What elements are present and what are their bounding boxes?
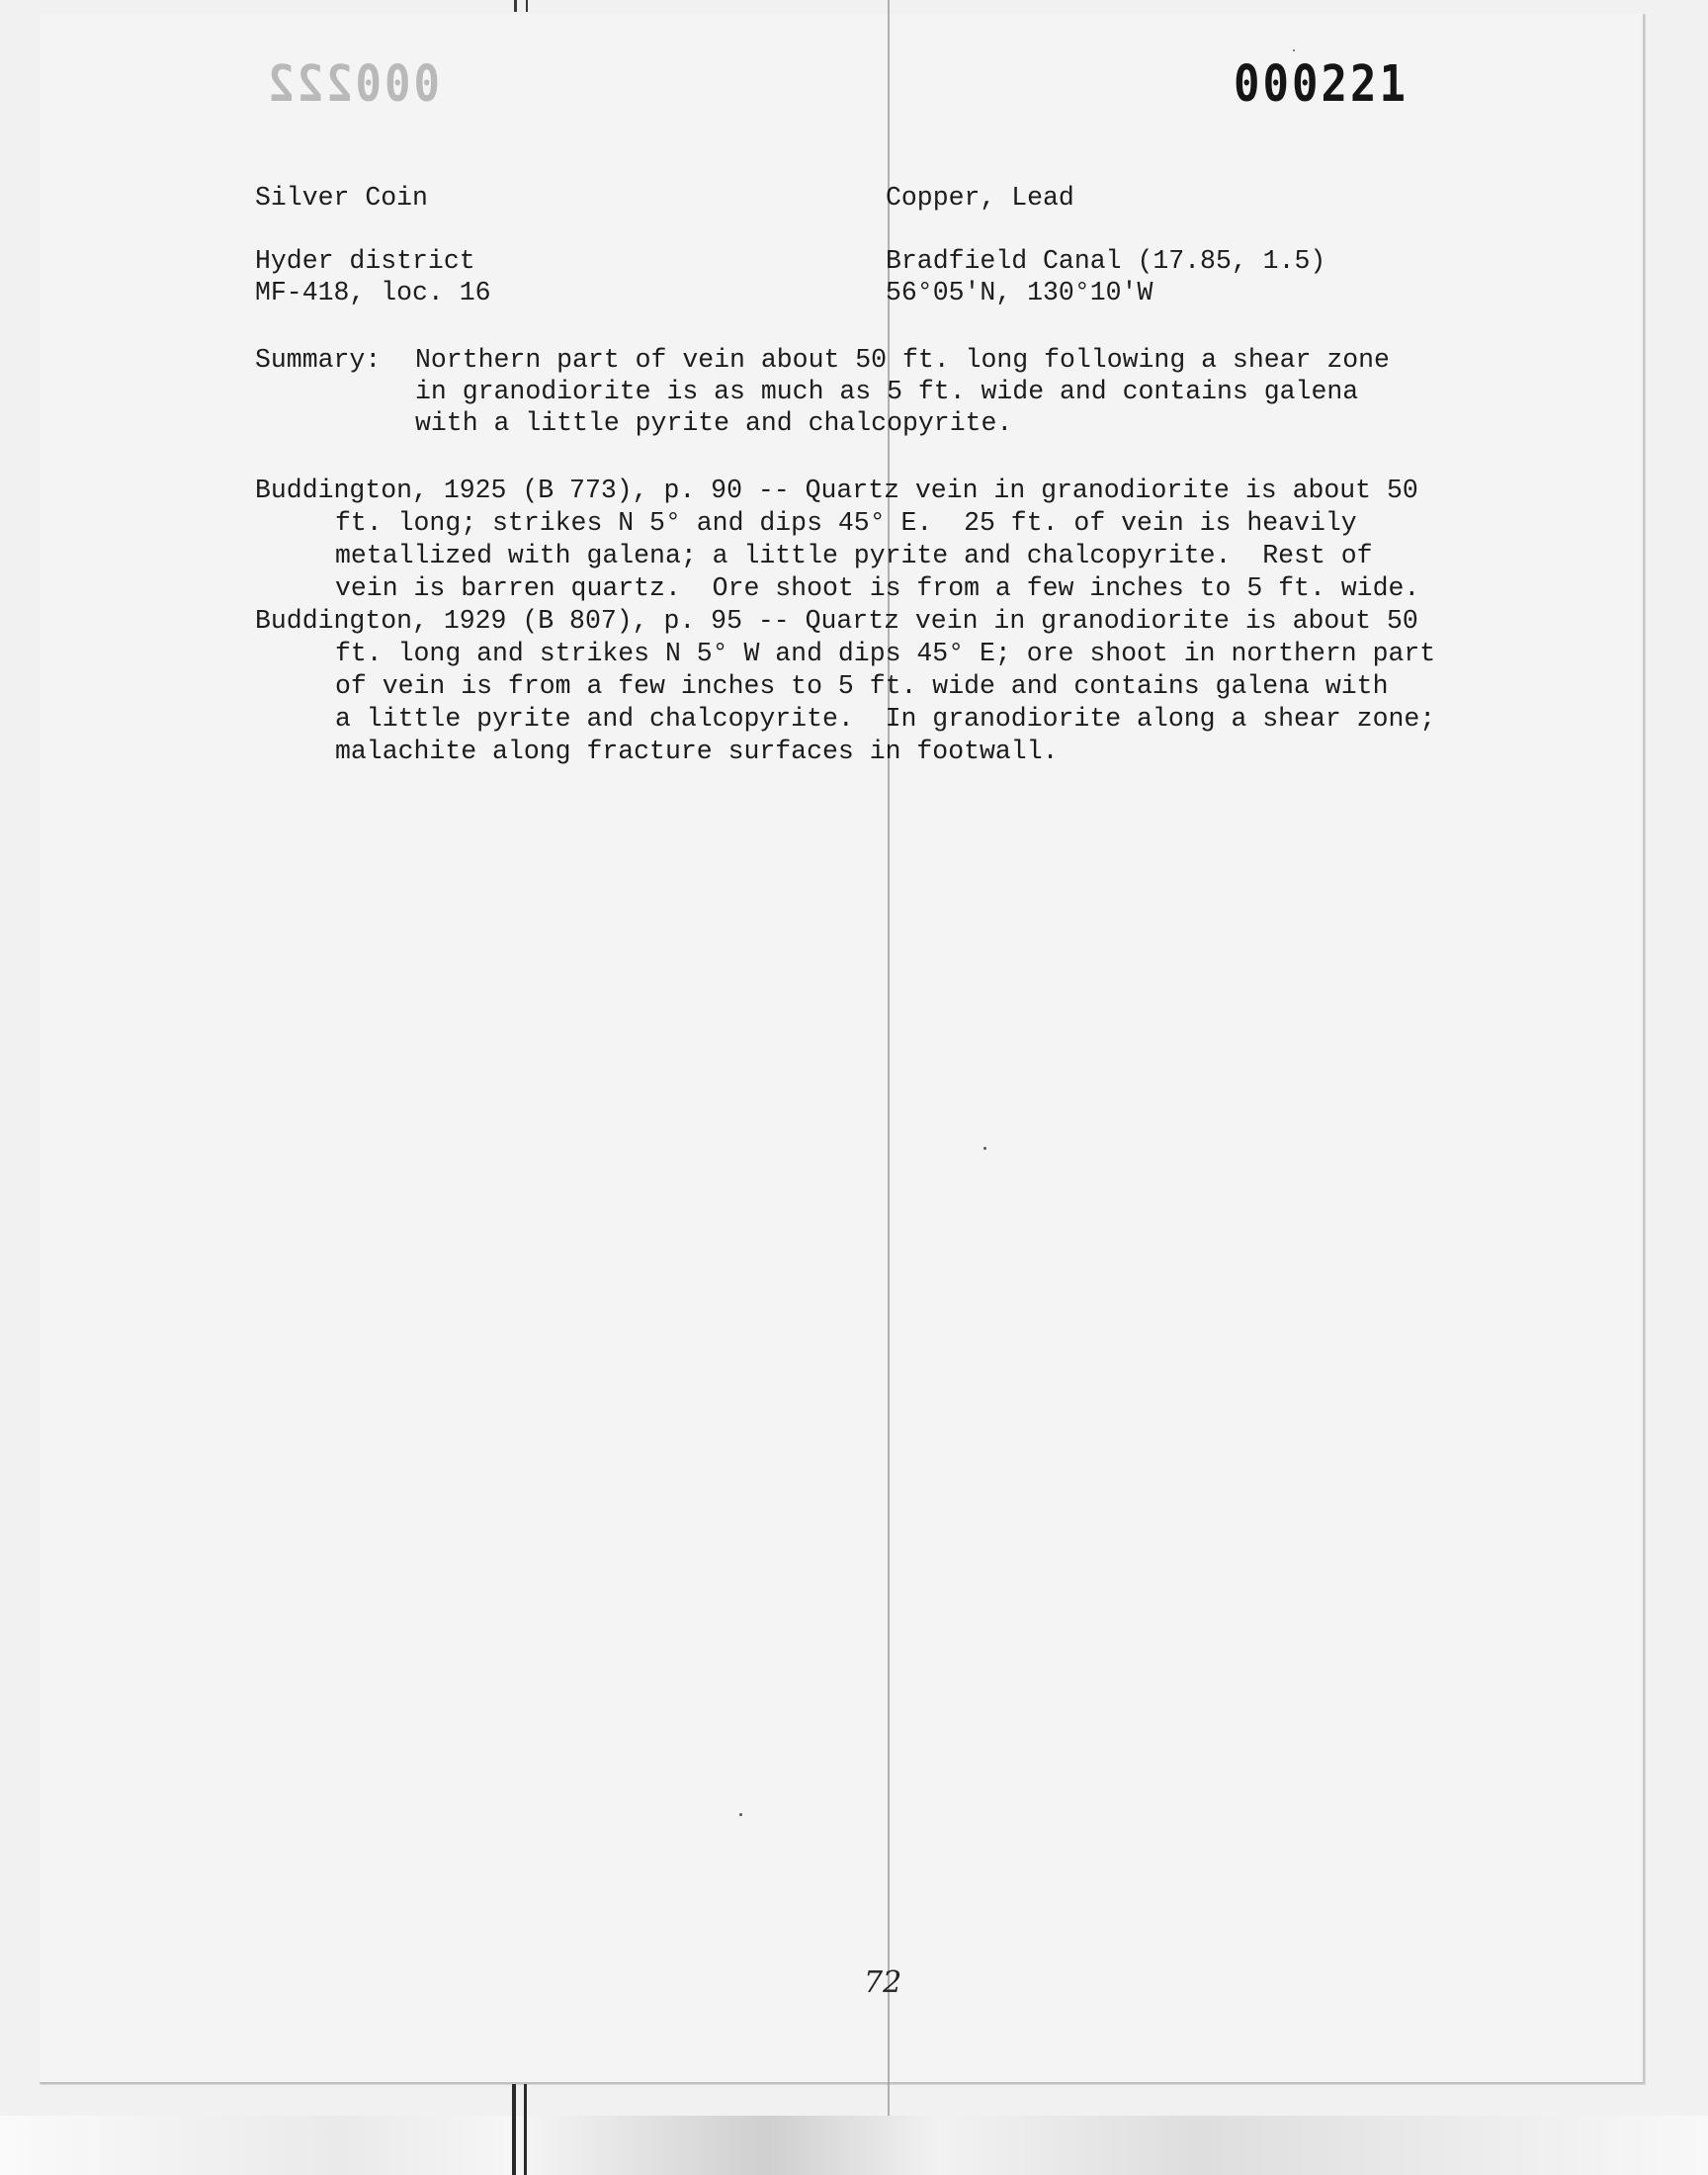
reference-first-line: Buddington, 1925 (B 773), p. 90 -- Quartz vein in granodiorite is about 50	[255, 476, 1418, 505]
reference-line: ft. long and strikes N 5° W and dips 45° E; ore shoot in northern part	[335, 639, 1436, 668]
reference-line: metallized with galena; a little pyrite and chalcopyrite. Rest of	[335, 541, 1373, 570]
reference-line: vein is barren quartz. Ore shoot is from a few inches to 5 ft. wide.	[335, 573, 1420, 603]
paper-sheet	[40, 14, 1645, 2084]
coordinates-label: 56°05'N, 130°10'W	[886, 278, 1153, 307]
quadrangle-label: Bradfield Canal (17.85, 1.5)	[886, 246, 1326, 276]
map-reference: MF-418, loc. 16	[255, 278, 491, 307]
stamp-number: 000221	[1234, 55, 1409, 114]
scan-speck	[983, 1147, 986, 1150]
commodity-label: Silver Coin	[255, 183, 428, 213]
summary-line: Northern part of vein about 50 ft. long following a shear zone	[415, 345, 1390, 375]
reference-first-line: Buddington, 1929 (B 807), p. 95 -- Quartz vein in granodiorite is about 50	[255, 606, 1418, 636]
reference-line: a little pyrite and chalcopyrite. In granodiorite along a shear zone;	[335, 704, 1436, 734]
scan-edge-mark	[524, 2084, 527, 2175]
scan-edge-mark	[514, 0, 517, 12]
scan-bottom-strip	[0, 2116, 1708, 2175]
summary-line: with a little pyrite and chalcopyrite.	[415, 408, 1013, 438]
ghost-stamp-number: 000222	[265, 55, 440, 114]
fold-line	[888, 0, 890, 2175]
summary-line: in granodiorite is as much as 5 ft. wide and contains galena	[415, 377, 1359, 406]
summary-label: Summary:	[255, 345, 382, 375]
scan-speck	[739, 1813, 742, 1816]
scan-edge-mark	[512, 2084, 516, 2175]
page-number: 72	[864, 1965, 902, 2000]
metals-label: Copper, Lead	[886, 183, 1074, 213]
reference-line: ft. long; strikes N 5° and dips 45° E. 25 ft. of vein is heavily	[335, 508, 1357, 538]
reference-line: malachite along fracture surfaces in footwall.	[335, 737, 1059, 766]
district-label: Hyder district	[255, 246, 475, 276]
scan-speck	[1293, 49, 1295, 51]
scan-edge-mark	[526, 0, 528, 12]
reference-line: of vein is from a few inches to 5 ft. wide and contains galena with	[335, 671, 1389, 701]
